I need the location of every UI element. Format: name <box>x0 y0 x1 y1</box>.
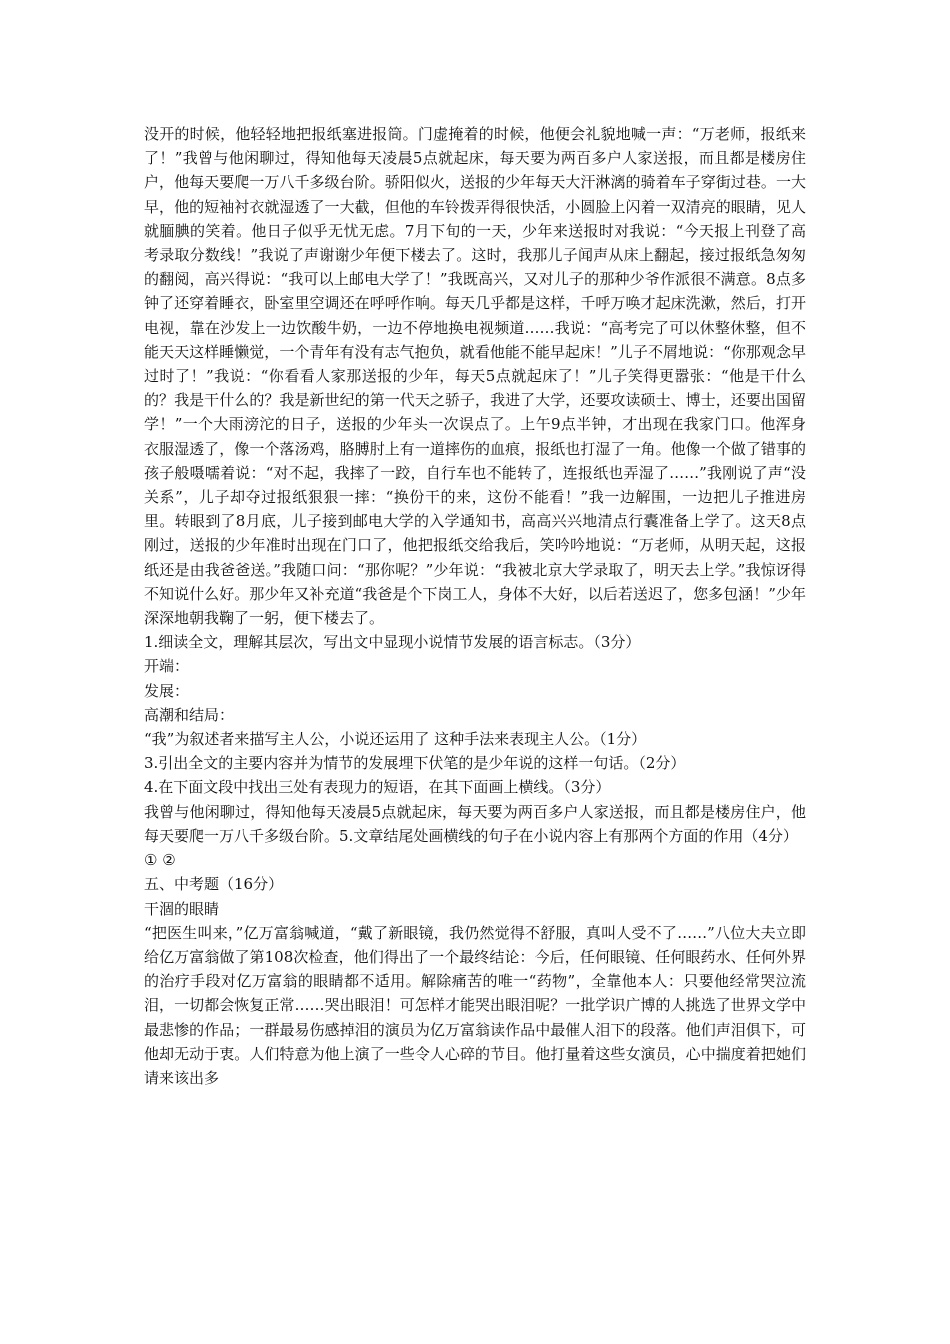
question-1: 1.细读全文，理解其层次，写出文中显现小说情节发展的语言标志。（3分） <box>144 633 641 652</box>
question-2: “我”为叙述者来描写主人公，小说还运用了 这种手法来表现主人公。（1分） <box>144 730 647 749</box>
story-paragraph: 没开的时候，他轻轻地把报纸塞进报筒。门虚掩着的时候，他便会礼貌地喊一声：“万老师，报纸来了！”我曾与他闲聊过，得知他每天凌晨5点就起床，每天要为两百多户人家送报，而且都是楼房住户，他每天要爬一万八千多级台阶。骄阳似火，送报的少年每天大汗淋漓的骑着车子穿街过巷。一大早，他的短袖衬衣就湿透了一大截，但他的车铃拨弄得很快活，小圆脸上闪着一双清亮的眼睛，见人就腼腆的笑着。他日子似乎无忧无虑。7月下旬的一天，少年来送报时对我说：“今天报上刊登了高考录取分数线！”我说了声谢谢少年便下楼去了。这时，我那儿子闻声从床上翻起，接过报纸急匆匆的翻阅，高兴得说：“我可以上邮电大学了！”我既高兴，又对儿子的那种少爷作派很不满意。8点多钟了还穿着睡衣，卧室里空调还在呼呼作响。每天几乎都是这样，千呼万唤才起床洗漱，然后，打开电视，靠在沙发上一边饮酸牛奶，一边不停地换电视频道……我说：“高考完了可以休整休整，但不能天天这样睡懒觉，一个青年有没有志气抱负，就看他能不能早起床！”儿子不屑地说：“你那观念早过时了！”我说：“你看看人家那送报的少年，每天5点就起床了！”儿子笑得更嚣张：“他是干什么的？我是干什么的？我是新世纪的第一代天之骄子，我进了大学，还要攻读硕士、博士，还要出国留学！”一个大雨滂沱的日子，送报的少年头一次误点了。上午9点半钟，才出现在我家门口。他浑身衣服湿透了，像一个落汤鸡，胳膊肘上有一道摔伤的血痕，报纸也打湿了一角。他像一个做了错事的孩子般嗫嚅着说：“对不起，我摔了一跤，自行车也不能转了，连报纸也弄湿了……”我刚说了声“没关系”，儿子却夺过报纸狠狠一摔：“换份干的来，这份不能看！”我一边解围，一边把儿子推进房里。转眼到了8月底，儿子接到邮电大学的入学通知书，高高兴兴地清点行囊准备上学了。这天8点刚过，送报的少年准时出现在门口了，他把报纸交给我后，笑吟吟地说：“万老师，从明天起，这报纸还是由我爸爸送。”我随口问：“那你呢？”少年说：“我被北京大学录取了，明天去上学。”我惊讶得不知说什么好。那少年又补充道“我爸是个下岗工人，身体不大好，以后若送迟了，您多包涵！”少年深深地朝我鞠了一躬，便下楼去了。 <box>144 125 806 628</box>
question-4-passage: 我曾与他闲聊过，得知他每天凌晨5点就起床，每天要为两百多户人家送报，而且都是楼房住户，他每天要爬一万八千多级台阶。5.文章结尾处画横线的句子在小说内容上有那两个方面的作用（4分） <box>144 802 806 845</box>
section-heading: 五、中考题（16分） <box>144 875 284 894</box>
question-5-marks: ① ② <box>144 851 176 870</box>
question-4: 4.在下面文段中找出三处有表现力的短语，在其下面画上横线。（3分） <box>144 778 611 797</box>
question-3: 3.引出全文的主要内容并为情节的发展埋下伏笔的是少年说的这样一句话。（2分） <box>144 754 686 773</box>
answer-label-climax: 高潮和结局： <box>144 705 235 724</box>
story-title: 干涸的眼睛 <box>144 899 220 918</box>
answer-label-start: 开端： <box>144 657 190 676</box>
answer-label-develop: 发展： <box>144 681 190 700</box>
document-page <box>144 122 806 1090</box>
story-2-paragraph: “把医生叫来，”亿万富翁喊道，“戴了新眼镜，我仍然觉得不舒服，真叫人受不了……”八位大夫立即给亿万富翁做了第108次检查，他们得出了一个最终结论：今后，任何眼镜、任何眼药水、任何外界的治疗手段对亿万富翁的眼睛都不适用。解除痛苦的唯一“药物”，全靠他本人：只要他经常哭泣流泪，一切都会恢复正常……哭出眼泪！可怎样才能哭出眼泪呢？一批学识广博的人挑选了世界文学中最悲惨的作品；一群最易伤感掉泪的演员为亿万富翁读作品中最催人泪下的段落。他们声泪俱下，可他却无动于衷。人们特意为他上演了一些令人心碎的节目。他打量着这些女演员，心中揣度着把她们请来该出多 <box>144 923 806 1087</box>
